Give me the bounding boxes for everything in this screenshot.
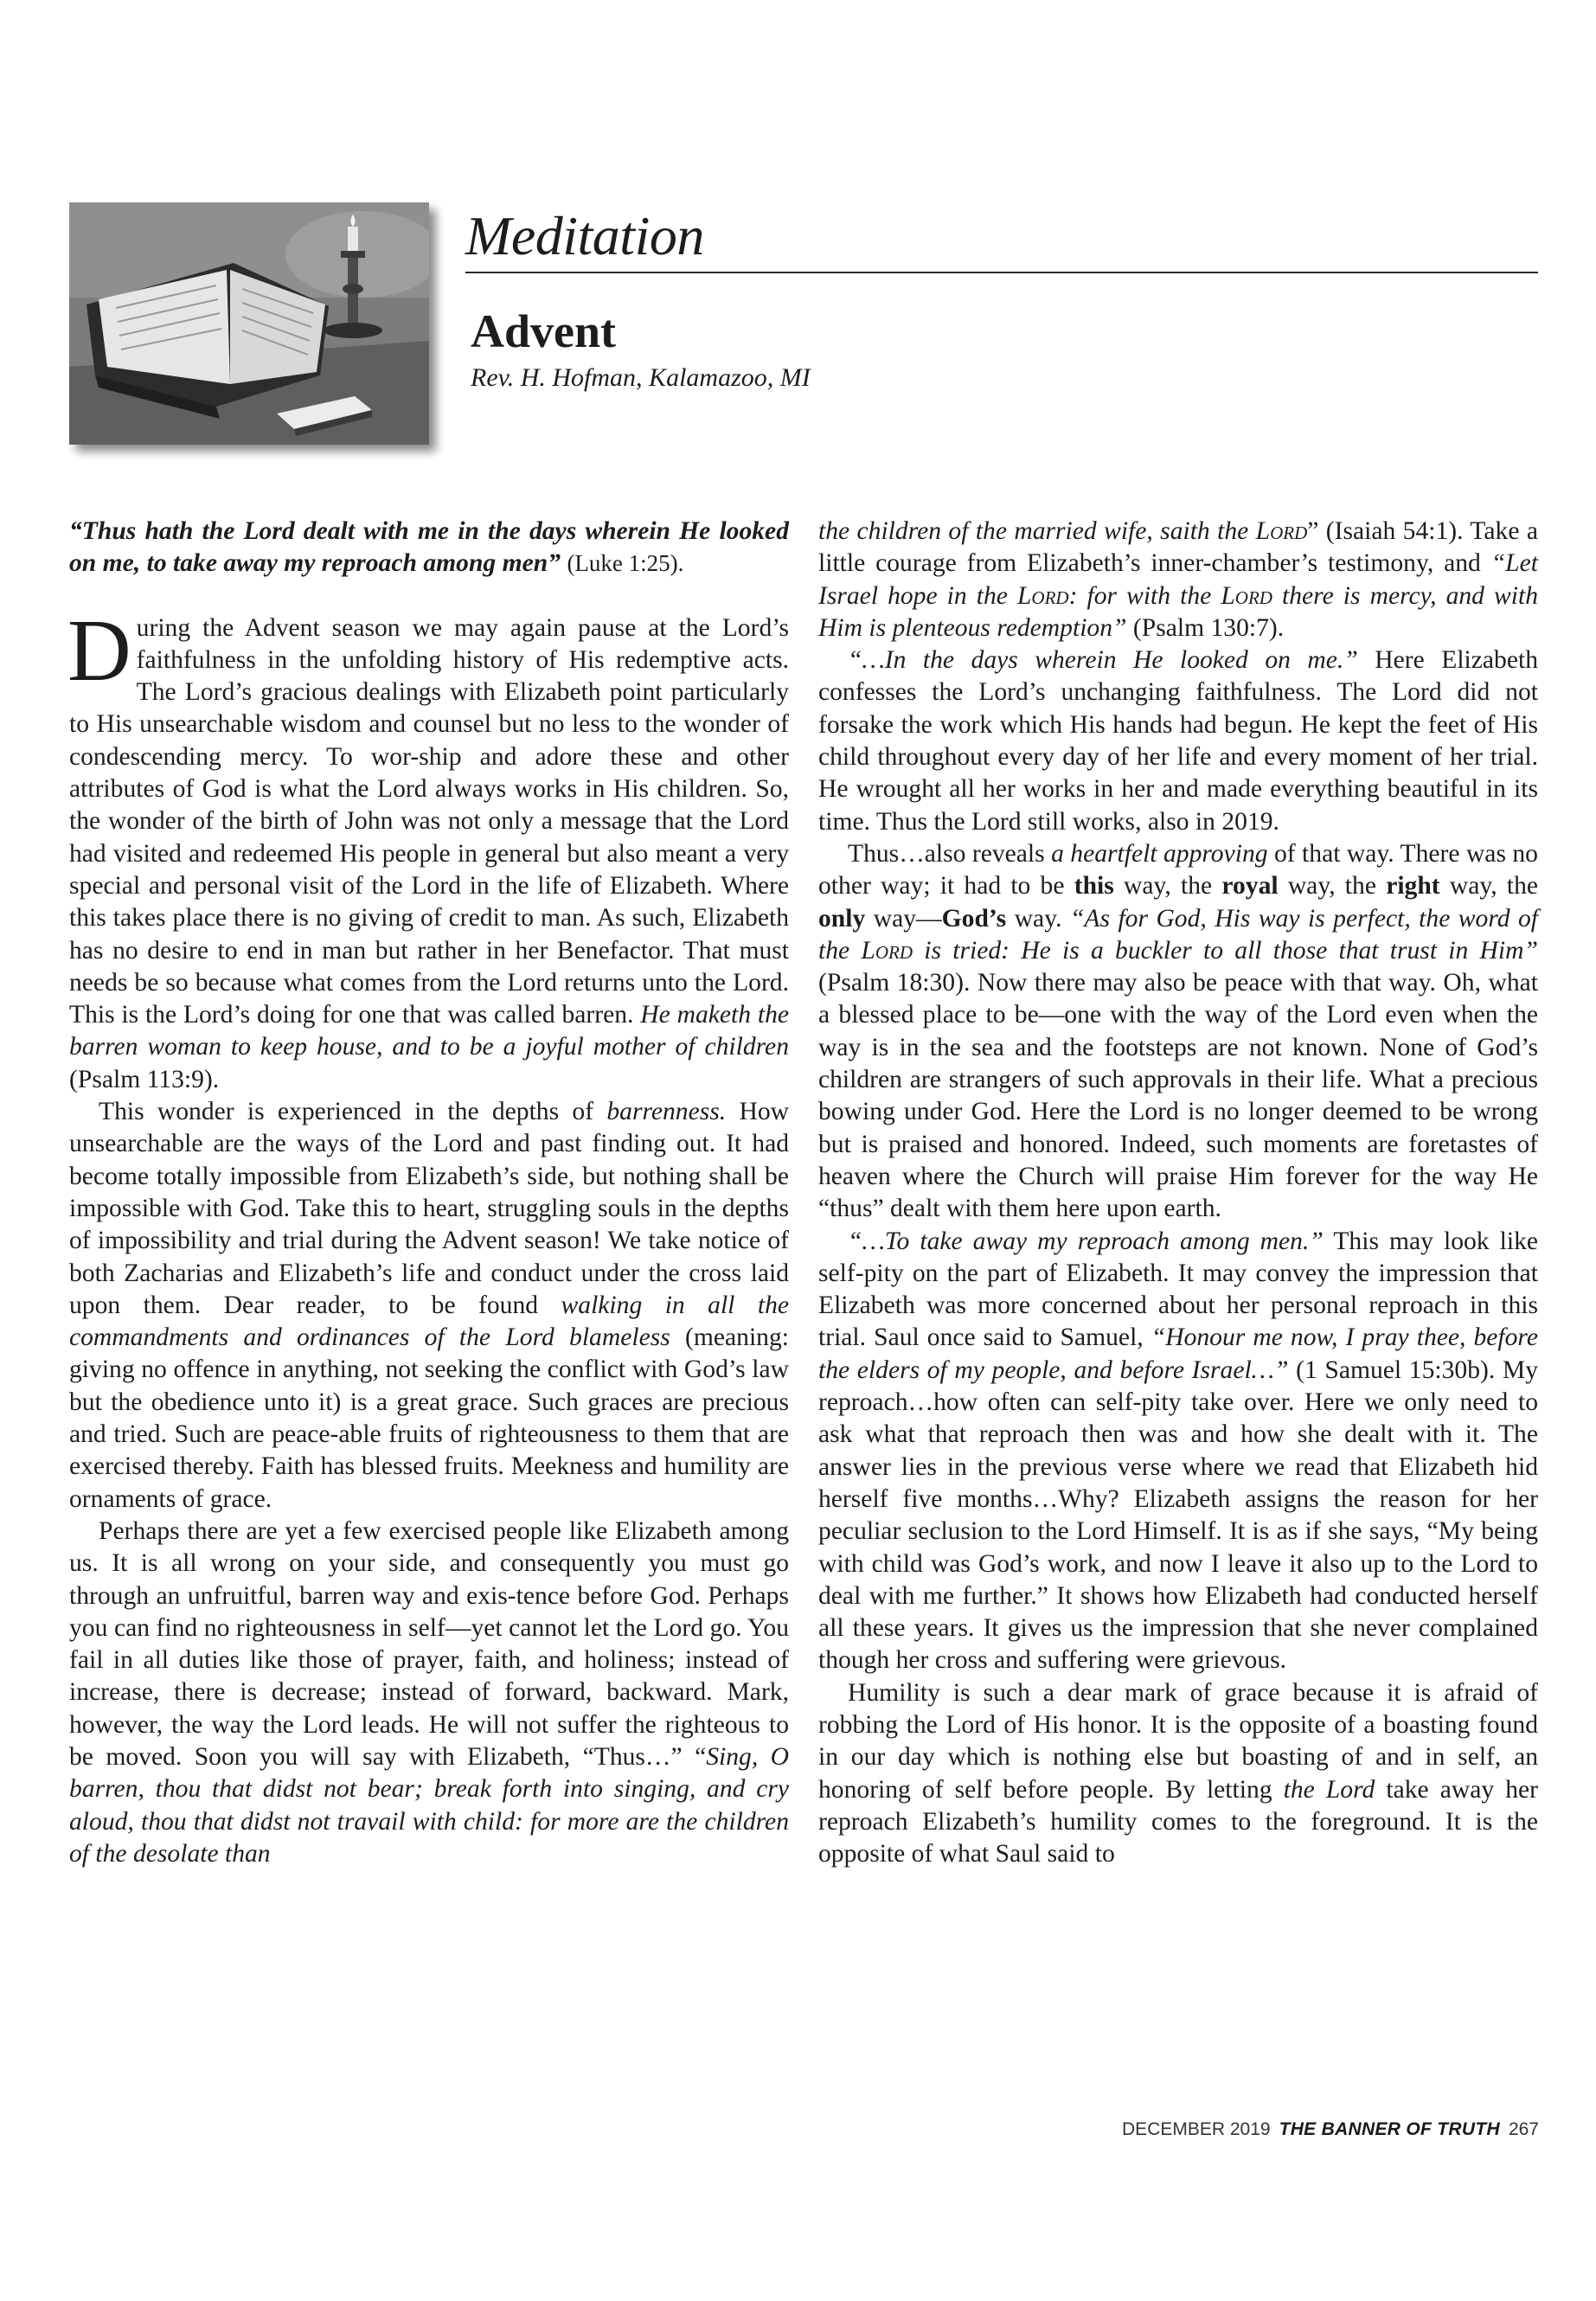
small-caps-lord: Lord bbox=[1255, 517, 1308, 545]
epigraph-reference: (Luke 1:25). bbox=[567, 550, 684, 577]
paragraph-text: Thus…also reveals bbox=[848, 839, 1045, 868]
emphasis: a heartfelt approving bbox=[1051, 839, 1268, 868]
paragraph-text: (1 Samuel 15:30b). My reproach…how often can self-pity take over. Here we only need to ask what that reproach then was and how she dealt with it. The answer lies in the previous verse where we read that Elizabeth hid herself five months…Why? Elizabeth assigns the reason for her peculiar seclusion to the Lord Himself. It is as if she says, “My being with child was God’s work, and now I leave it also up to the Lord to deal with me further.” It shows how Elizabeth had conducted herself all these years. It gives us the impression that she never complained though her cross and suffering were grievous. bbox=[818, 1356, 1538, 1675]
page-footer bbox=[1122, 2119, 1539, 2140]
scripture-quote: He maketh the barren woman to keep house, and to be a joyful mother of children bbox=[69, 1001, 790, 1061]
magazine-name: THE BANNER OF TRUTH bbox=[1279, 2119, 1500, 2139]
drop-cap: D bbox=[67, 601, 131, 700]
small-caps-lord: Lord bbox=[1221, 581, 1272, 610]
paragraph-text: (Psalm 18:30). Now there may also be peace with that way. Oh, what a blessed place to be—one with the way of the Lord even when the way is in the sea and the footsteps are not known. None of God’s children are strangers of such approvals in their life. What a precious bowing under God. Here the Lord is no longer deemed to be wrong but is praised and honored. Indeed, such moments are foretastes of heaven where the Church will praise Him forever for the way He “thus” dealt with them here upon earth. bbox=[818, 969, 1538, 1223]
paragraph-text: Take a little courage from Elizabeth’s inner-chamber’s testimony, and bbox=[818, 517, 1538, 578]
bold-word: this bbox=[1074, 872, 1114, 901]
scripture-reference: (Psalm 130:7). bbox=[1132, 613, 1285, 642]
scripture-quote: “Honour me now, I pray thee, before the elders of my people, and before Israel…” bbox=[818, 1324, 1538, 1384]
paragraph bbox=[818, 1677, 1538, 1871]
epigraph-quote: “Thus hath the Lord dealt with me in the days wherein He looked on me, to take away my reproach among men” bbox=[69, 517, 789, 578]
epigraph bbox=[69, 516, 789, 580]
paragraph-text: (meaning: giving no offence in anything, not seeking the conflict with God’s law but the obedience unto it) is a great grace. Such graces are precious and tried. Such are peace-able fruits of righteousness to them that are exercised thereby. Faith has blessed fruits. Meekness and humility are ornaments of grace. bbox=[69, 1324, 789, 1513]
paragraph bbox=[69, 1096, 789, 1516]
header-rule bbox=[465, 272, 1538, 273]
scripture-reference: ” (Isaiah 54:1). bbox=[1307, 517, 1464, 545]
paragraph bbox=[818, 644, 1538, 838]
issue-date: DECEMBER 2019 bbox=[1122, 2119, 1271, 2139]
open-bible-with-candlestick-icon bbox=[69, 202, 429, 445]
small-caps-lord: Lord bbox=[861, 936, 913, 965]
bold-word: right bbox=[1386, 872, 1440, 901]
emphasis: barrenness. bbox=[606, 1098, 727, 1126]
paragraph-text: Here Elizabeth confesses the Lord’s unchanging faithfulness. The Lord did not forsake the work which His hands had begun. He kept the feet of His child throughout every day of her life and every moment of her trial. He wrought all her works in her and made everything beautiful in its time. Thus the Lord still works, also in 2019. bbox=[818, 646, 1538, 836]
small-caps-lord: Lord bbox=[1016, 581, 1069, 610]
scripture-quote: “Let Israel hope in the bbox=[818, 549, 1538, 610]
scripture-quote: is tried: He is a buckler to all those that trust in Him” bbox=[924, 936, 1538, 965]
scripture-quote: “As for God, His way is perfect, the word of the bbox=[818, 904, 1539, 965]
paragraph-text: take away her reproach Elizabeth’s humility comes to the foreground. It is the opposite of what Saul said to bbox=[818, 1775, 1539, 1868]
paragraph-text: uring the Advent season we may again pause at the Lord’s faithfulness in the unfolding history of His redemptive acts. The Lord’s gracious dealings with Elizabeth point particularly to His unsearchable wisdom and counsel but no less to the wonder of condescending mercy. To wor-ship and adore these and other attributes of God is what the Lord always works in His children. So, the wonder of the birth of John was not only a message that the Lord had visited and redeemed His people in general but also meant a very special and personal visit of the Lord in the life of Elizabeth. Where this takes place there is no giving of credit to man. As such, Elizabeth has no desire to end in man but rather in her Benefactor. That must needs be so because what comes from the Lord returns unto the Lord. This is the Lord’s doing for one that was called barren. bbox=[69, 613, 789, 1029]
bold-word: God’s bbox=[941, 904, 1007, 933]
paragraph-text: How unsearchable are the ways of the Lord and past finding out. It had become totally impossible from Elizabeth’s side, but nothing shall be impossible with God. Take this to heart, struggling souls in the depths of impossibility and trial during the Advent season! We take notice of both Zacharias and Elizabeth’s life and conduct under the cross laid upon them. Dear reader, to be found bbox=[69, 1098, 789, 1319]
paragraph-text: This wonder is experienced in the depths of bbox=[99, 1098, 594, 1126]
scripture-quote: : for with the bbox=[1068, 581, 1212, 610]
paragraph-text: way, the bbox=[1287, 872, 1376, 901]
bold-word: royal bbox=[1221, 872, 1279, 901]
paragraph-text: Humility is such a dear mark of grace because it is afraid of robbing the Lord of His honor. It is the opposite of a boasting found in our day which is nothing else but boasting of and in self, an honoring of self before people. By letting bbox=[818, 1678, 1538, 1804]
scripture-quote: Sing, O barren, thou that didst not bear; break forth into singing, and cry aloud, thou that didst not travail with child: for more are the children of the desolate than bbox=[69, 1742, 789, 1868]
paragraph bbox=[818, 516, 1538, 644]
scripture-quote: there is mercy, and with Him is plenteous redemption” bbox=[818, 581, 1539, 642]
scripture-quote: walking in all the commandments and ordinances of the Lord blameless bbox=[69, 1291, 789, 1352]
bold-word: only bbox=[818, 904, 866, 933]
right-column bbox=[818, 516, 1538, 1870]
paragraph-text: Perhaps there are yet a few exercised people like Elizabeth among us. It is all wrong on your side, and consequently you must go through an unfruitful, barren way and exis-tence before God. Perhaps you can find no righteousness in self—yet cannot let the Lord go. You fail in all duties like those of prayer, faith, and holiness; instead of increase, there is decrease; instead of forward, backward. Mark, however, the way the Lord leads. He will not suffer the righteous to be moved. Soon you will say with Elizabeth, “Thus…” “ bbox=[69, 1516, 789, 1771]
emphasis: the Lord bbox=[1283, 1775, 1375, 1804]
section-kicker: Meditation bbox=[465, 205, 704, 266]
left-column bbox=[69, 516, 789, 1870]
paragraph-text: way— bbox=[873, 904, 942, 933]
paragraph bbox=[69, 1516, 789, 1870]
scripture-quote: “…To take away my reproach among men.” bbox=[848, 1227, 1324, 1255]
paragraph bbox=[818, 838, 1538, 1226]
page-number: 267 bbox=[1508, 2119, 1539, 2139]
paragraph bbox=[818, 1226, 1538, 1677]
article-title: Advent bbox=[471, 305, 617, 357]
scripture-quote: the children of the married wife, saith the bbox=[818, 517, 1249, 545]
header-illustration bbox=[69, 202, 429, 445]
paragraph-text: way, the bbox=[1124, 872, 1213, 901]
scripture-quote: “…In the days wherein He looked on me.” bbox=[848, 646, 1358, 675]
paragraph-text: way, the bbox=[1449, 872, 1539, 901]
scripture-reference: (Psalm 113:9). bbox=[69, 1065, 220, 1093]
author-byline: Rev. H. Hofman, Kalamazoo, MI bbox=[471, 363, 811, 392]
paragraph-text: This may look like self-pity on the part of Elizabeth. It may convey the impression that Elizabeth was more concerned about her personal reproach in this trial. Saul once said to Samuel, bbox=[818, 1227, 1539, 1352]
paragraph bbox=[67, 601, 790, 1096]
paragraph-text: of that way. There was no other way; it had to be bbox=[818, 839, 1538, 901]
paragraph-text: way. bbox=[1014, 904, 1062, 933]
